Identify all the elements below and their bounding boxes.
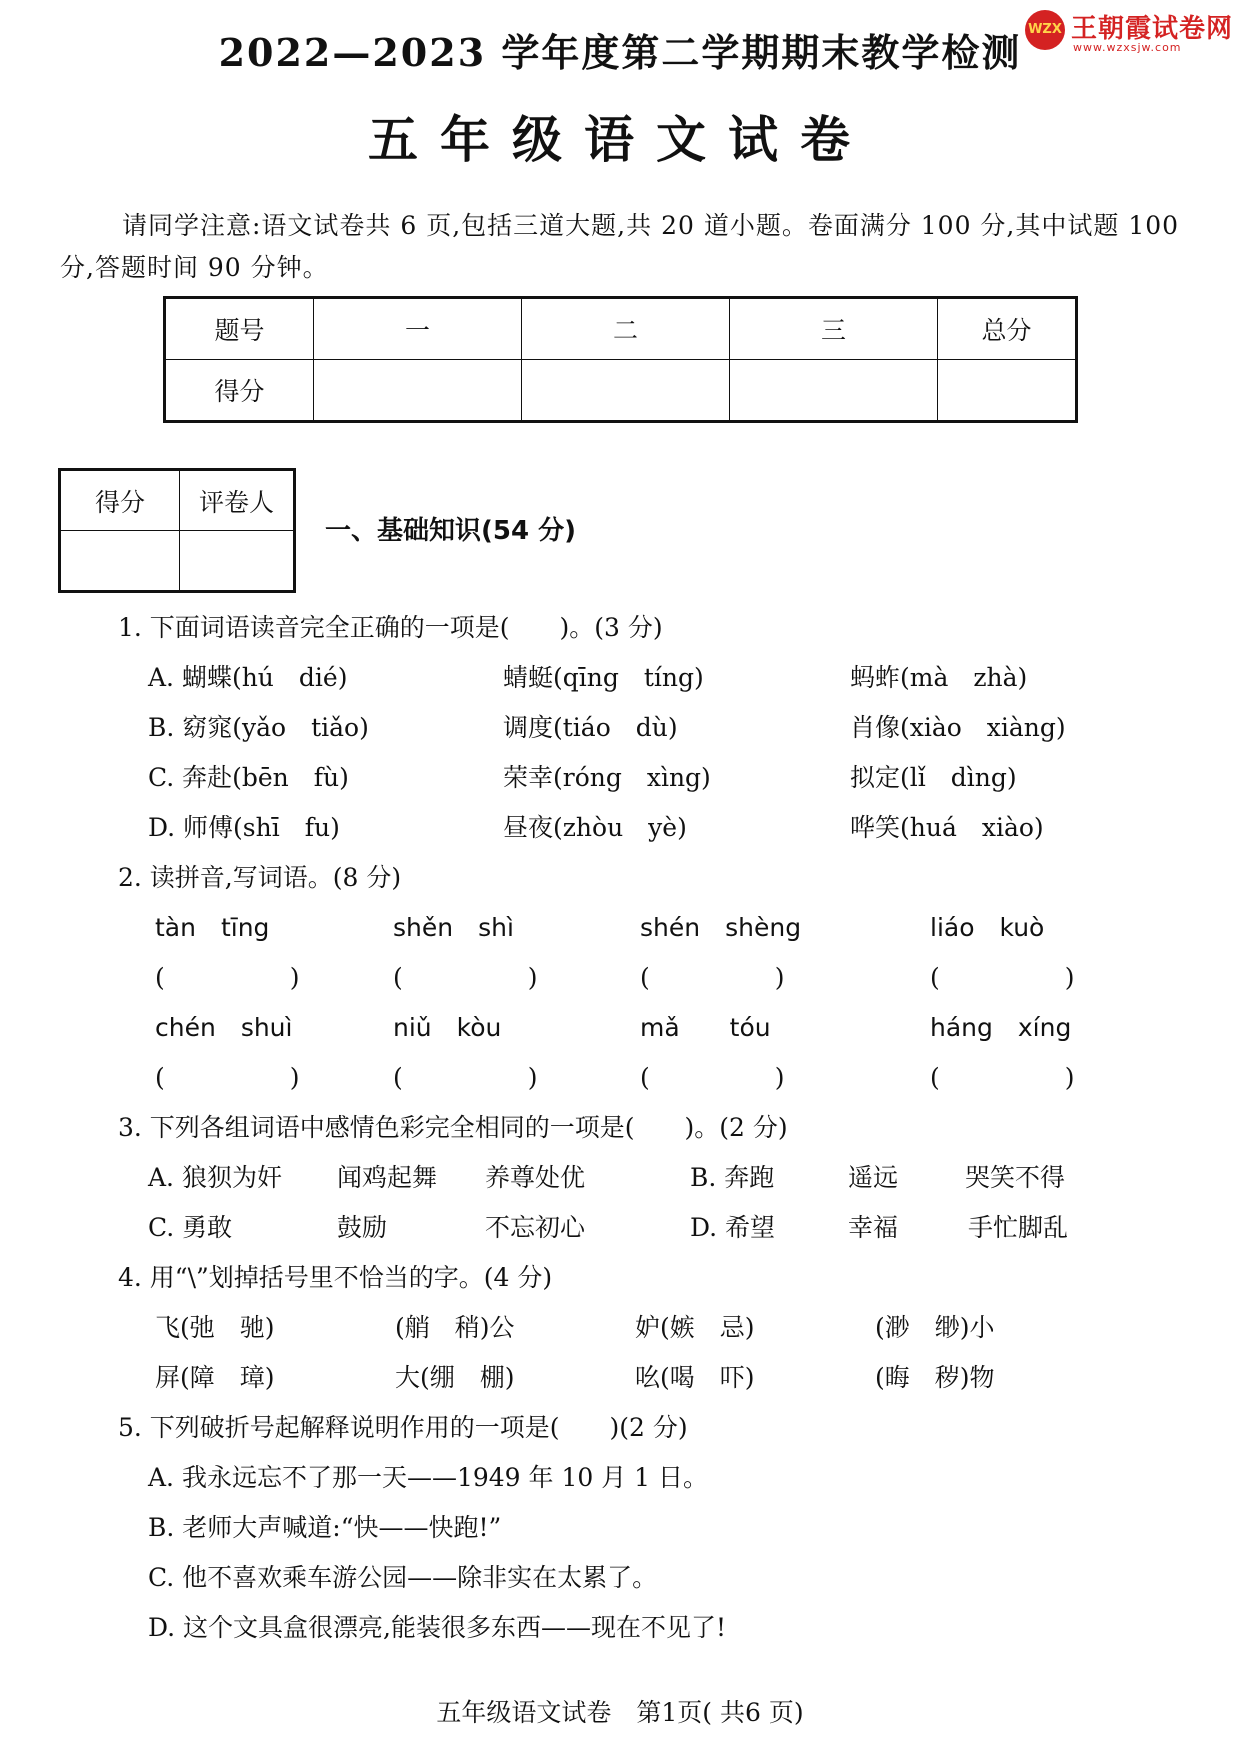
q2-answer-blank[interactable]: ( ): [930, 963, 1075, 992]
q1-option: A. 蝴蝶(hú dié): [148, 663, 348, 692]
score-header-cell: 二: [522, 298, 730, 360]
score-input-cell[interactable]: [730, 360, 938, 422]
question-4-stem: 4. 用“\”划掉括号里不恰当的字。(4 分): [118, 1263, 553, 1292]
q4-item: (渺 缈)小: [875, 1313, 995, 1342]
q3-word: 遥远: [848, 1163, 899, 1192]
q4-item: 大(绷 棚): [395, 1363, 515, 1392]
q3-word: 手忙脚乱: [968, 1213, 1069, 1242]
q4-item: 妒(嫉 忌): [635, 1313, 755, 1342]
score-header-cell: 一: [314, 298, 522, 360]
q3-word: D. 希望: [690, 1213, 776, 1242]
q2-pinyin: shěn shì: [393, 913, 514, 942]
q3-word: 幸福: [848, 1213, 899, 1242]
q5-option: A. 我永远忘不了那一天——1949 年 10 月 1 日。: [148, 1463, 709, 1492]
score-input-cell[interactable]: [314, 360, 522, 422]
q3-word: A. 狼狈为奸: [148, 1163, 282, 1192]
q2-answer-blank[interactable]: ( ): [155, 1063, 300, 1092]
q5-option: C. 他不喜欢乘车游公园——除非实在太累了。: [148, 1563, 658, 1592]
q3-word: 鼓励: [337, 1213, 388, 1242]
q4-item: 飞(弛 驰): [155, 1313, 275, 1342]
q1-option: 调度(tiáo dù): [503, 713, 678, 742]
q2-answer-blank[interactable]: ( ): [155, 963, 300, 992]
q2-pinyin: liáo kuò: [930, 913, 1045, 942]
grader-score-cell[interactable]: [60, 531, 180, 592]
q1-option: 昼夜(zhòu yè): [503, 813, 687, 842]
q1-option: 哗笑(huá xiào): [850, 813, 1044, 842]
q5-option: D. 这个文具盒很漂亮,能装很多东西——现在不见了!: [148, 1613, 727, 1642]
q1-option: 肖像(xiào xiàng): [850, 713, 1066, 742]
logo-name: 王朝霞试卷网: [1071, 14, 1234, 44]
score-header-cell: 总分: [938, 298, 1077, 360]
exam-title: 2022—2023 学年度第二学期期末教学检测: [218, 30, 1022, 75]
q2-answer-blank[interactable]: ( ): [640, 1063, 785, 1092]
grader-score-label: 得分: [60, 470, 180, 531]
score-table: [163, 296, 1078, 423]
score-input-cell[interactable]: [522, 360, 730, 422]
q1-option: B. 窈窕(yǎo tiǎo): [148, 713, 369, 742]
exam-notice: 请同学注意:语文试卷共 6 页,包括三道大题,共 20 道小题。卷面满分 100 分,其中试题 100 分,答题时间 90 分钟。: [60, 211, 1180, 282]
q2-answer-blank[interactable]: ( ): [930, 1063, 1075, 1092]
q1-option: 蜻蜓(qīng tíng): [503, 663, 704, 692]
logo-badge-icon: WZX: [1025, 10, 1065, 50]
q2-answer-blank[interactable]: ( ): [393, 1063, 538, 1092]
score-header-cell: 题号: [165, 298, 314, 360]
q4-item: (艄 稍)公: [395, 1313, 515, 1342]
grader-box: [58, 468, 296, 593]
q3-word: 不忘初心: [485, 1213, 586, 1242]
score-header-cell: 三: [730, 298, 938, 360]
question-2-stem: 2. 读拼音,写词语。(8 分): [118, 863, 402, 892]
logo-url: www.wzxsjw.com: [1073, 41, 1182, 54]
grader-name-cell[interactable]: [180, 531, 295, 592]
q2-answer-blank[interactable]: ( ): [393, 963, 538, 992]
q3-word: 闻鸡起舞: [337, 1163, 438, 1192]
q1-option: 荣幸(róng xìng): [503, 763, 711, 792]
q2-pinyin: háng xíng: [930, 1013, 1072, 1042]
q2-pinyin: shén shèng: [640, 913, 802, 942]
score-row-label: 得分: [165, 360, 314, 422]
q3-word: C. 勇敢: [148, 1213, 233, 1242]
q2-pinyin: mǎ tóu: [640, 1013, 771, 1042]
q4-item: 屏(障 璋): [155, 1363, 275, 1392]
q1-option: D. 师傅(shī fu): [148, 813, 340, 842]
q5-option: B. 老师大声喊道:“快——快跑!”: [148, 1513, 502, 1542]
q1-option: C. 奔赴(bēn fù): [148, 763, 349, 792]
page-footer: 五年级语文试卷 第1页( 共6 页): [436, 1698, 804, 1727]
q1-option: 蚂蚱(mà zhà): [850, 663, 1028, 692]
q2-pinyin: niǔ kòu: [393, 1013, 502, 1042]
q4-item: 吆(喝 吓): [635, 1363, 755, 1392]
question-3-stem: 3. 下列各组词语中感情色彩完全相同的一项是( )。(2 分): [118, 1113, 788, 1142]
question-5-stem: 5. 下列破折号起解释说明作用的一项是( )(2 分): [118, 1413, 688, 1442]
grader-name-label: 评卷人: [180, 470, 295, 531]
exam-subtitle: 五年级语文试卷: [368, 110, 872, 169]
q1-option: 拟定(lǐ dìng): [850, 763, 1017, 792]
question-1-stem: 1. 下面词语读音完全正确的一项是( )。(3 分): [118, 613, 663, 642]
section-title: 一、基础知识(54 分): [325, 516, 576, 546]
q3-word: 养尊处优: [485, 1163, 586, 1192]
q3-word: B. 奔跑: [690, 1163, 775, 1192]
q2-pinyin: tàn tīng: [155, 913, 270, 942]
q3-word: 哭笑不得: [965, 1163, 1066, 1192]
score-input-cell[interactable]: [938, 360, 1077, 422]
q2-pinyin: chén shuì: [155, 1013, 293, 1042]
q4-item: (晦 秽)物: [875, 1363, 995, 1392]
q2-answer-blank[interactable]: ( ): [640, 963, 785, 992]
